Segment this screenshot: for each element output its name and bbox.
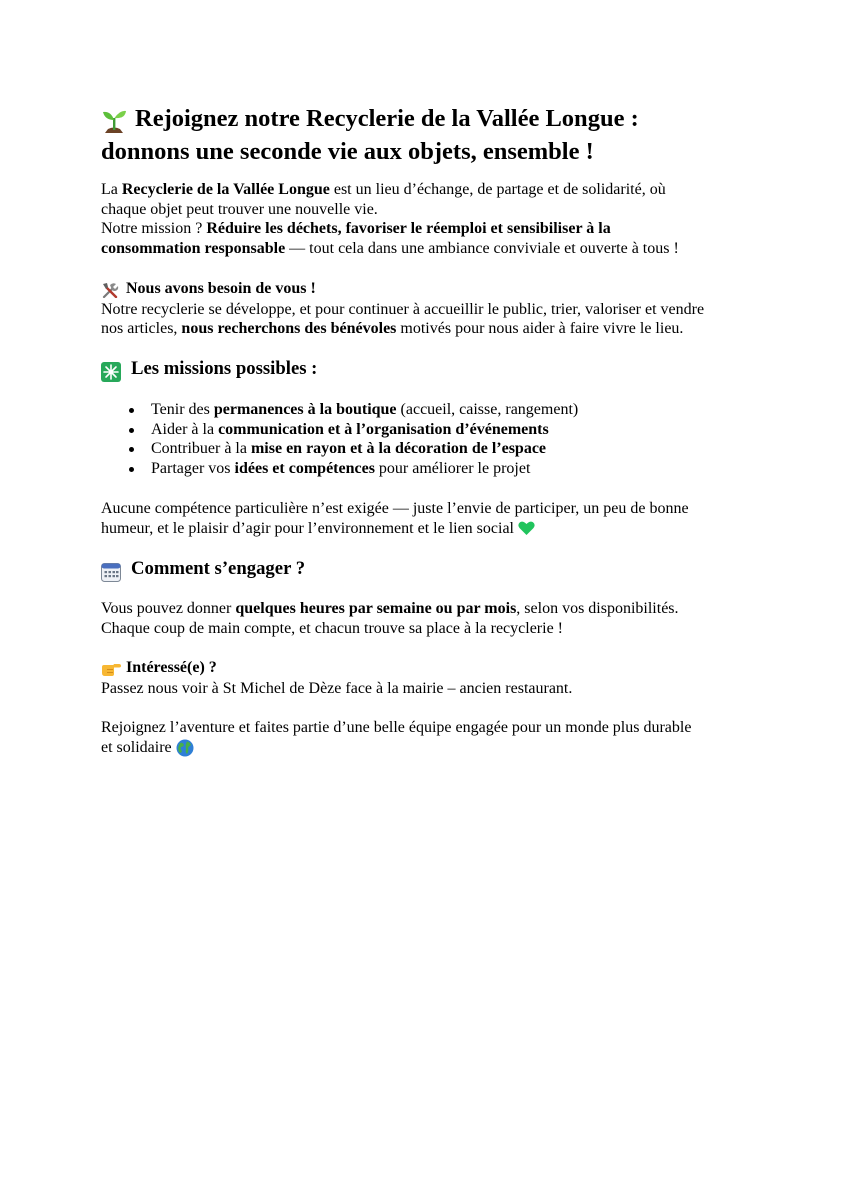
list-item: Partager vos idées et compétences pour améliorer le projet bbox=[101, 459, 761, 479]
text: motivés pour nous aider à faire vivre le lieu. bbox=[396, 320, 684, 338]
tools-icon bbox=[101, 280, 126, 300]
text: et solidaire bbox=[101, 738, 176, 756]
mission-emphasis: Réduire les déchets, favoriser le réemploi et sensibiliser à la bbox=[206, 220, 611, 238]
recyclerie-name: Recyclerie de la Vallée Longue bbox=[121, 181, 330, 198]
text: Notre mission ? bbox=[101, 220, 207, 238]
text: nos articles, bbox=[101, 320, 182, 338]
text: chaque objet peut trouver une nouvelle vie. bbox=[101, 200, 378, 218]
heading-text: Comment s’engager ? bbox=[131, 558, 306, 579]
aucune-section bbox=[101, 499, 761, 538]
besoin-section bbox=[101, 279, 761, 339]
globe-icon bbox=[176, 739, 194, 756]
missions-list bbox=[101, 400, 761, 478]
list-item: Contribuer à la mise en rayon et à la décoration de l’espace bbox=[101, 439, 761, 459]
list-item: Aider à la communication et à l’organisation d’événements bbox=[101, 420, 761, 440]
text: La bbox=[101, 181, 122, 198]
benevoles-emphasis: nous recherchons des bénévoles bbox=[181, 320, 397, 338]
text: est un lieu d’échange, de partage et de solidarité, où bbox=[329, 181, 666, 198]
calendar-icon bbox=[101, 559, 131, 583]
mission-emphasis: consommation responsable bbox=[101, 239, 286, 257]
engager-section bbox=[101, 599, 761, 638]
sparkle-icon bbox=[101, 359, 131, 383]
text: Vous pouvez donner bbox=[101, 600, 236, 617]
text: humeur, et le plaisir d’agir pour l’environnement et le lien social bbox=[101, 519, 518, 537]
missions-list-block bbox=[101, 400, 761, 478]
address-text: Passez nous voir à St Michel de Dèze face à la mairie – ancien restaurant. bbox=[101, 679, 573, 697]
list-item: Tenir des permanences à la boutique (accueil, caisse, rangement) bbox=[101, 400, 761, 420]
page-title bbox=[101, 103, 761, 167]
closing-section bbox=[101, 718, 761, 757]
seedling-icon bbox=[101, 105, 135, 136]
text: Aucune compétence particulière n’est exigée — juste l’envie de participer, un peu de bonne bbox=[101, 500, 689, 517]
engagement-emphasis: quelques heures par semaine ou par mois bbox=[235, 600, 517, 617]
text: Rejoignez l’aventure et faites partie d’une belle équipe engagée pour un monde plus durable bbox=[101, 719, 692, 736]
missions-section bbox=[101, 357, 761, 383]
engager-heading-block bbox=[101, 557, 761, 583]
pointing-hand-icon bbox=[101, 659, 126, 679]
text: , selon vos disponibilités. bbox=[516, 600, 679, 617]
heading-text: Les missions possibles : bbox=[131, 358, 318, 379]
section-heading: Intéressé(e) ? bbox=[126, 659, 217, 676]
section-heading: Nous avons besoin de vous ! bbox=[126, 280, 316, 297]
title-line-1: Rejoignez notre Recyclerie de la Vallée Longue : bbox=[135, 105, 639, 132]
green-heart-icon bbox=[518, 520, 535, 537]
intro-section bbox=[101, 180, 761, 258]
interesse-section bbox=[101, 658, 761, 698]
section-heading bbox=[101, 557, 761, 583]
text: — tout cela dans une ambiance conviviale et ouverte à tous ! bbox=[285, 239, 679, 257]
text: Notre recyclerie se développe, et pour continuer à accueillir le public, trier, valoriser et vendre bbox=[101, 300, 705, 318]
text: Chaque coup de main compte, et chacun trouve sa place à la recyclerie ! bbox=[101, 619, 563, 637]
section-heading bbox=[101, 357, 761, 383]
title-line-2: donnons une seconde vie aux objets, ensemble ! bbox=[101, 138, 594, 165]
